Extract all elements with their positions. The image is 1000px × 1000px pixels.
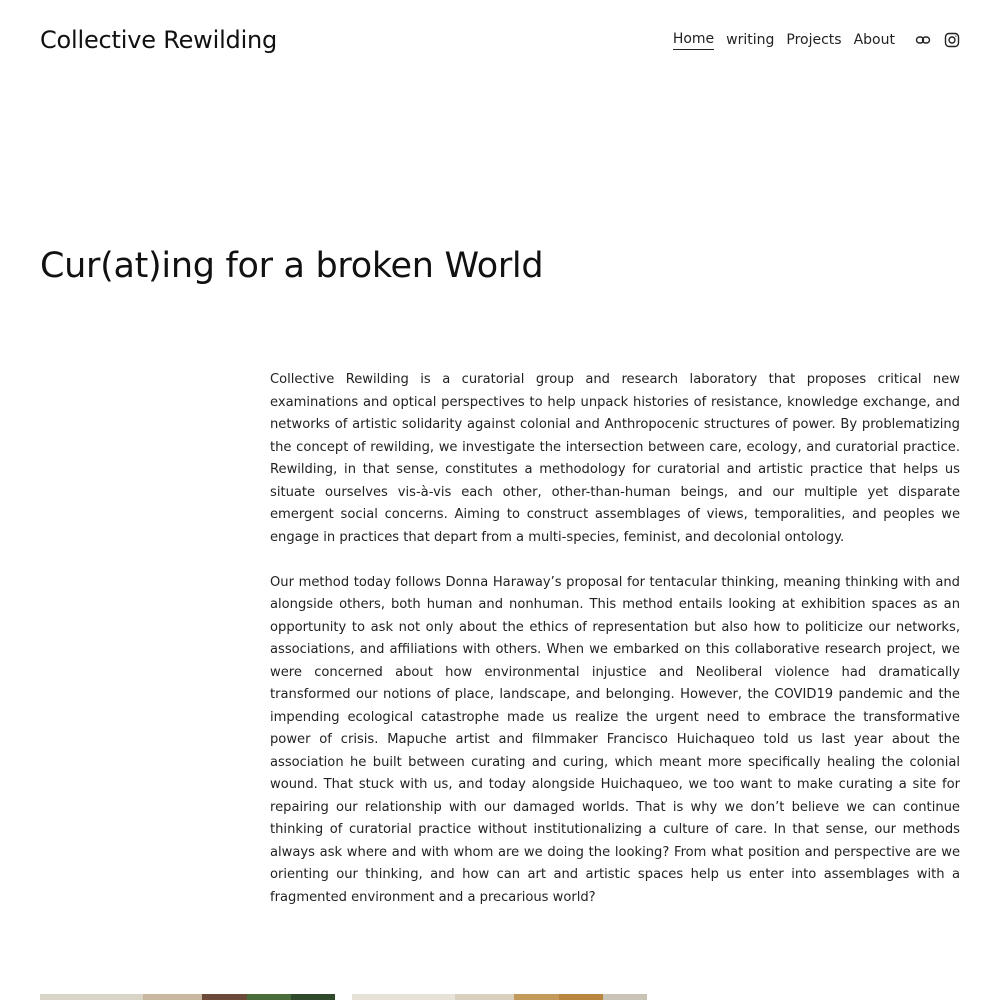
instagram-icon[interactable] bbox=[944, 32, 960, 50]
gallery-image-2[interactable] bbox=[352, 994, 647, 1000]
gallery-image-strip bbox=[202, 994, 246, 1000]
page-headline: Cur(at)ing for a broken World bbox=[40, 246, 544, 286]
gallery-image-strip bbox=[455, 994, 514, 1000]
intro-text bbox=[270, 369, 960, 932]
nav-home[interactable]: Home bbox=[673, 31, 714, 50]
intro-paragraph-2: Our method today follows Donna Haraway’s proposal for tentacular thinking, meaning thinking with and alongside others, both human and nonhuman. This method entails looking at exhibition spaces as an opportunity to ask not only about the ethics of representation but also how to politicize our networks, associations, and affiliations with others. When we embarked on this collaborative research project, we were concerned about how environmental injustice and Neoliberal violence had dramatically transformed our notions of place, landscape, and belonging. However, the COVID19 pandemic and the impending ecological catastrophe made us realize the urgent need to embrace the transformative power of crisis. Mapuche artist and filmmaker Francisco Huichaqueo told us last year about the association he built between curating and curing, which meant more specifically healing the colonial wound. That stuck with us, and today alongside Huichaqueo, we too want to make curating a site for repairing our relationship with our damaged worlds. That is why we don’t believe we can continue thinking of curatorial practice without institutionalizing a culture of care. In that sense, our methods always ask where and with whom are we doing the looking? From what position and perspective are we orienting our thinking, and how can art and artistic spaces help us enter into assemblages with a fragmented environment and a precarious world? bbox=[270, 574, 960, 905]
main-nav bbox=[673, 31, 960, 50]
gallery-image-strip bbox=[40, 994, 143, 1000]
gallery-image-strip bbox=[603, 994, 647, 1000]
intro-paragraph-1: Collective Rewilding is a curatorial group and research laboratory that proposes critical new examinations and optical perspectives to help unpack histories of resistance, knowledge exchange, and networks of artistic solidarity against colonial and Anthropocenic structures of power. By problematizing the concept of rewilding, we investigate the intersection between care, ecology, and curatorial practice. Rewilding, in that sense, constitutes a methodology for curatorial and artistic practice that helps us situate ourselves vis-à-vis each other, other-than-human beings, and our multiple yet disparate emergent social concerns. Aiming to construct assemblages of views, temporalities, and peoples we engage in practices that depart from a multi-species, feminist, and decolonial ontology. bbox=[270, 372, 960, 545]
gallery-image-strip bbox=[247, 994, 291, 1000]
image-gallery bbox=[40, 994, 647, 1000]
link-icon[interactable] bbox=[915, 32, 931, 50]
gallery-image-strip bbox=[291, 994, 335, 1000]
gallery-image-strip bbox=[143, 994, 202, 1000]
nav-projects[interactable]: Projects bbox=[786, 31, 842, 48]
social-links bbox=[915, 32, 960, 50]
gallery-image-strip bbox=[352, 994, 455, 1000]
gallery-image-strip bbox=[514, 994, 558, 1000]
site-header bbox=[0, 0, 1000, 86]
gallery-image-1[interactable] bbox=[40, 994, 335, 1000]
site-title[interactable]: Collective Rewilding bbox=[40, 26, 278, 54]
nav-about[interactable]: About bbox=[853, 31, 895, 48]
nav-writing[interactable]: writing bbox=[726, 31, 775, 48]
gallery-image-strip bbox=[559, 994, 603, 1000]
